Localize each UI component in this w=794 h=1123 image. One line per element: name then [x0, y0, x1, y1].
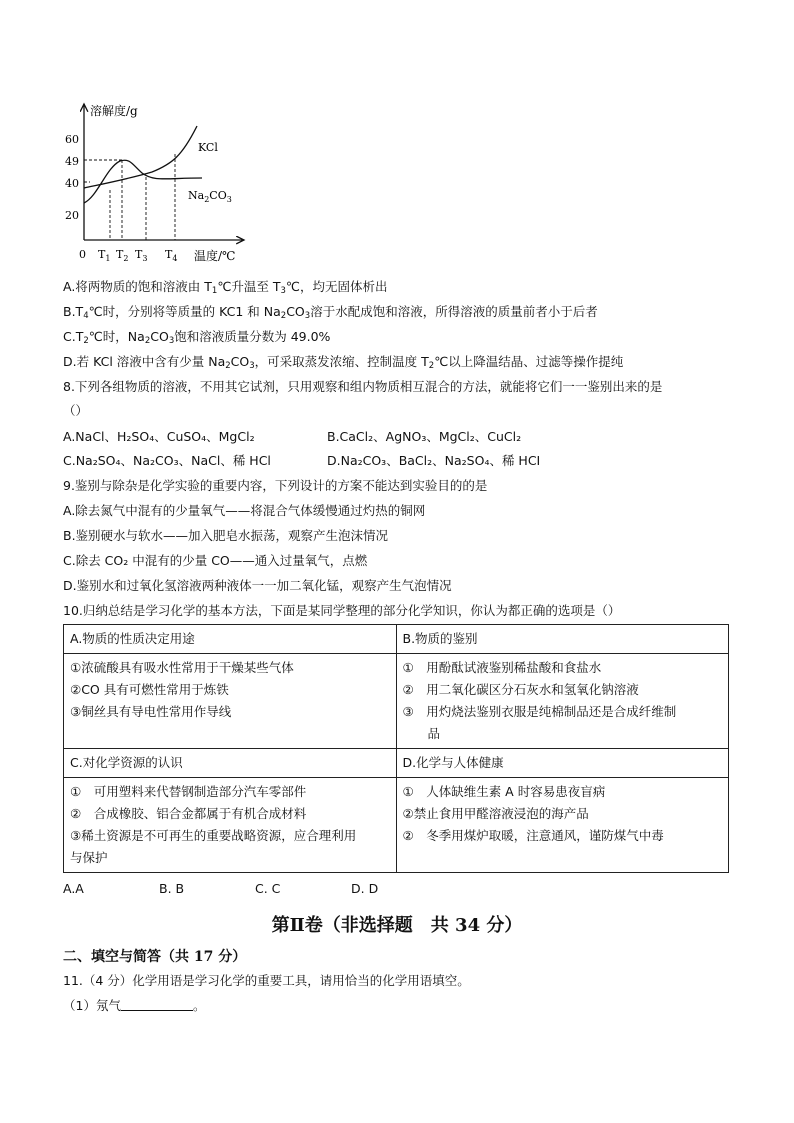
cell-b-body — [396, 654, 729, 749]
q11-stem: 11.（4 分）化学用语是学习化学的重要工具，请用恰当的化学用语填空。 — [63, 973, 470, 988]
cell-line: 与保护 — [70, 850, 108, 865]
series-label-na2co3: $Na_2CO_3$ — [188, 189, 232, 204]
q9-option-b: B.鉴别硬水与软水——加入肥皂水振荡，观察产生泡沫情况 — [63, 528, 389, 543]
cell-line: ①浓硫酸具有吸水性常用于干燥某些气体 — [70, 660, 294, 675]
cell-c-head: C.对化学资源的认识 — [64, 749, 397, 778]
cell-line: ② 用二氧化碳区分石灰水和氢氧化钠溶液 — [402, 682, 639, 697]
section-title: 第Ⅱ卷（非选择题 共 34 分） — [271, 915, 523, 936]
cell-line: ②禁止食用甲醛溶液浸泡的海产品 — [402, 806, 589, 821]
y-tick-label: 40 — [65, 177, 79, 190]
q8-paren: （） — [63, 403, 89, 418]
q10-choices — [63, 881, 447, 896]
cell-line: ②CO 具有可燃性常用于炼铁 — [70, 682, 229, 697]
answer-blank[interactable] — [121, 998, 193, 1011]
q9-option-c: C.除去 CO₂ 中混有的少量 CO——通入过量氧气，点燃 — [63, 553, 368, 568]
y-tick-label: 49 — [65, 155, 79, 168]
cell-line: ① 人体缺维生素 A 时容易患夜盲病 — [402, 784, 606, 799]
cell-line: ③稀土资源是不可再生的重要战略资源，应合理利用 — [70, 828, 357, 843]
q10-table — [63, 624, 729, 873]
series-label-kcl: KCl — [198, 141, 218, 154]
q7-option-c: $C.T_2℃$时，$Na_2CO_3$饱和溶液质量分数为 49.0% — [63, 329, 331, 346]
q8-stem: 8.下列各组物质的溶液，不用其它试剂，只用观察和组内物质相互混合的方法，就能将它们一一鉴别出来的是 — [63, 379, 663, 394]
x-tick-label: $T_2$ — [116, 248, 129, 263]
q11-item-1: （1）氖气 。 — [63, 998, 206, 1013]
q10-stem: 10.归纳总结是学习化学的基本方法，下面是某同学整理的部分化学知识，你认为都正确的选项是（） — [63, 603, 621, 618]
q8-option-d: D.Na₂CO₃、BaCl₂、Na₂SO₄、稀 HCI — [327, 453, 541, 468]
cell-line: ② 冬季用煤炉取暖，注意通风，谨防煤气中毒 — [402, 828, 664, 843]
q7-option-b: $B.T_4℃$时，分别将等质量的 KC1 和 $Na_2CO_3$溶于水配成饱和溶液，所得溶液的质量前者小于后者 — [63, 304, 598, 321]
q7-option-d: D.若 KCl 溶液中含有少量 $Na_2CO_3$，可采取蒸发浓缩、控制温度 $T_2℃$以上降温结晶、过滤等操作提纯 — [63, 354, 624, 371]
na2co3-curve — [84, 160, 202, 203]
q8-option-b: B.CaCl₂、AgNO₃、MgCl₂、CuCl₂ — [327, 429, 522, 444]
cell-line: ② 合成橡胶、铝合金都属于有机合成材料 — [70, 806, 307, 821]
y-axis-label: 溶解度/g — [90, 104, 138, 118]
solubility-chart — [62, 98, 252, 268]
choice-b: B. B — [159, 881, 185, 896]
x-tick-label: $T_4$ — [165, 248, 178, 263]
choice-c: C. C — [255, 881, 281, 896]
q7-option-a: A.将两物质的饱和溶液由 $T_1℃$升温至 $T_3℃$，均无固体析出 — [63, 279, 388, 296]
cell-line: 品 — [402, 726, 441, 741]
part-heading: 二、填空与简答（共 17 分） — [63, 949, 247, 965]
y-tick-label: 20 — [65, 209, 79, 222]
cell-d-body — [396, 778, 729, 873]
cell-line: ③铜丝具有导电性常用作导线 — [70, 704, 232, 719]
q9-option-a: A.除去氮气中混有的少量氧气——将混合气体缓慢通过灼热的铜网 — [63, 503, 426, 518]
cell-a-body — [64, 654, 397, 749]
origin-label: 0 — [79, 248, 86, 261]
q9-option-d: D.鉴别水和过氧化氢溶液两种液体一一加二氧化锰，观察产生气泡情况 — [63, 578, 452, 593]
y-tick-label: 60 — [65, 133, 79, 146]
x-axis-label: 温度/℃ — [194, 249, 236, 263]
cell-d-head: D.化学与人体健康 — [396, 749, 729, 778]
cell-a-head: A.物质的性质决定用途 — [64, 625, 397, 654]
choice-a: A.A — [63, 881, 84, 896]
q8-option-a: A.NaCl、H₂SO₄、CuSO₄、MgCl₂ — [63, 429, 255, 444]
cell-line: ③ 用灼烧法鉴别衣服是纯棉制品还是合成纤维制 — [402, 704, 677, 719]
cell-b-head: B.物质的鉴别 — [396, 625, 729, 654]
cell-line: ① 可用塑料来代替钢制造部分汽车零部件 — [70, 784, 307, 799]
q9-stem: 9.鉴别与除杂是化学实验的重要内容，下列设计的方案不能达到实验目的的是 — [63, 478, 488, 493]
x-tick-label: $T_3$ — [135, 248, 148, 263]
cell-line: ① 用酚酞试液鉴别稀盐酸和食盐水 — [402, 660, 602, 675]
choice-d: D. D — [351, 881, 379, 896]
q8-option-c: C.Na₂SO₄、Na₂CO₃、NaCl、稀 HCl — [63, 453, 271, 468]
cell-c-body — [64, 778, 397, 873]
x-tick-label: $T_1$ — [98, 248, 111, 263]
